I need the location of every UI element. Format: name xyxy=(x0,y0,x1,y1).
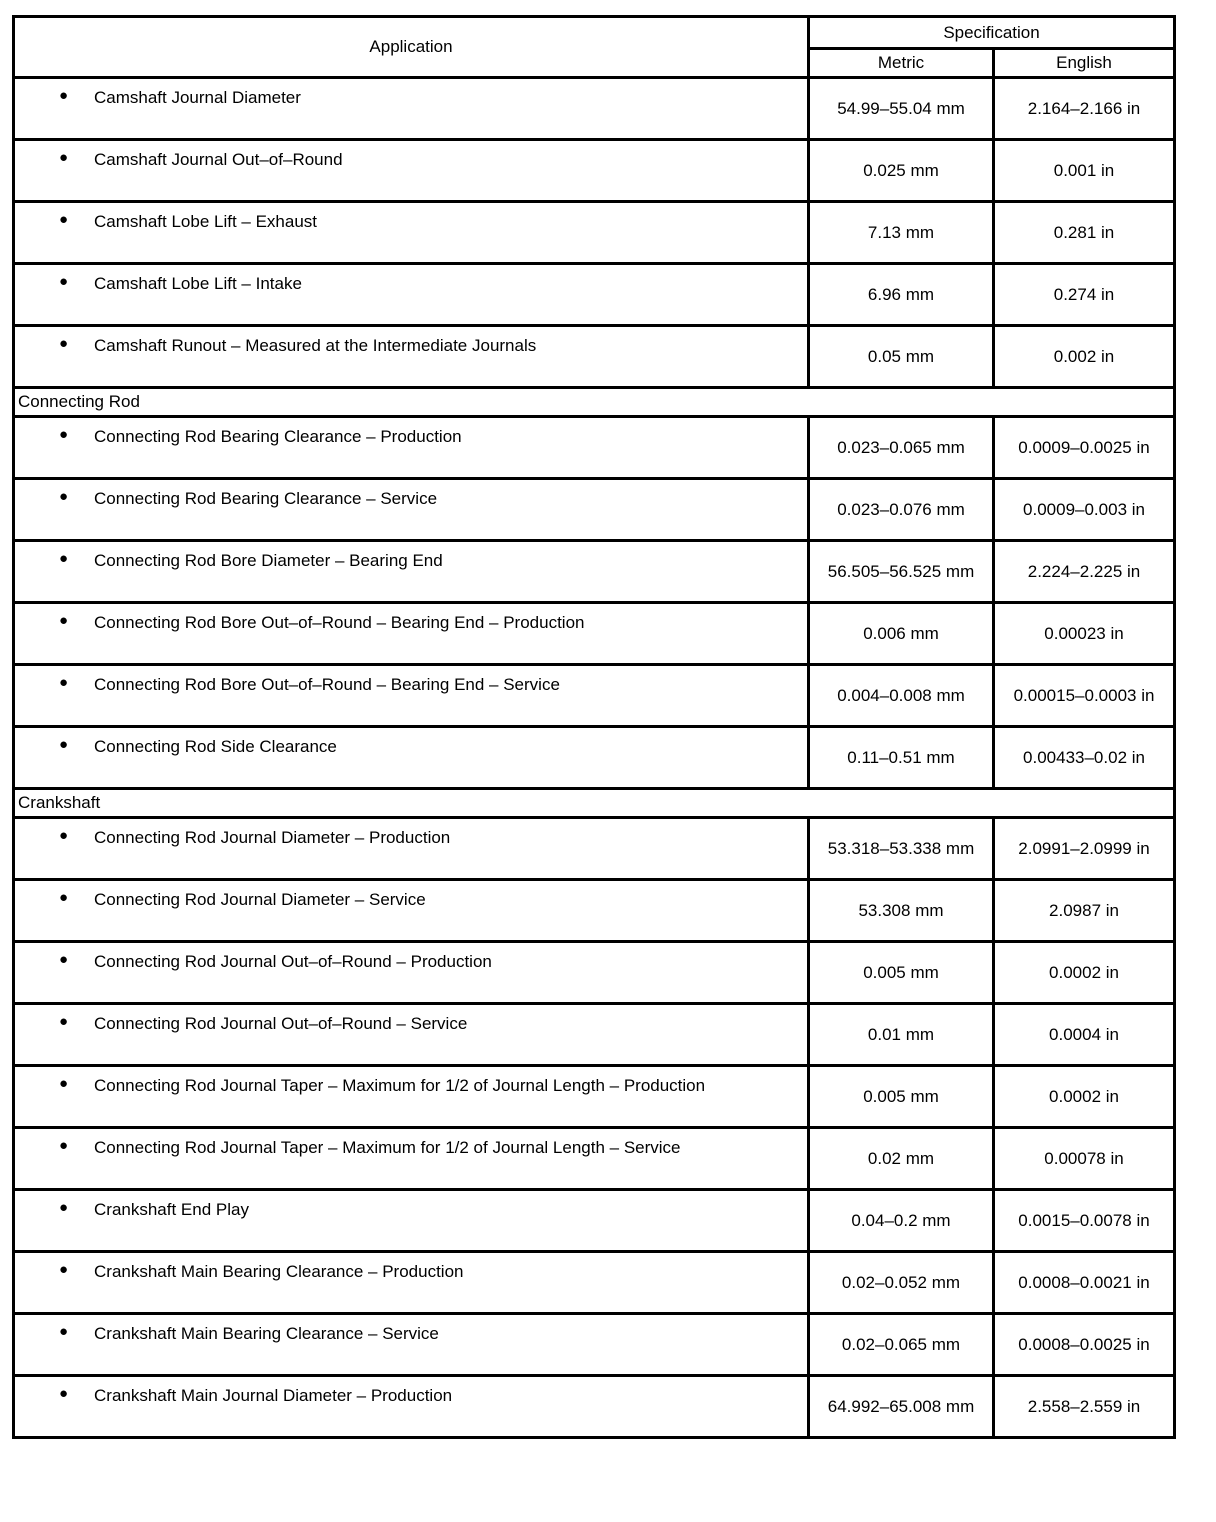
bullet-icon: ● xyxy=(59,426,69,443)
table-row xyxy=(14,727,1175,789)
bullet-icon: ● xyxy=(59,1137,69,1154)
metric-value: 54.99–55.04 mm xyxy=(809,78,994,140)
english-value: 0.00023 in xyxy=(994,603,1175,665)
application-label: Connecting Rod Bore Out–of–Round – Bearing End – Production xyxy=(94,613,585,632)
bullet-icon: ● xyxy=(59,550,69,567)
table-row xyxy=(14,417,1175,479)
table-row xyxy=(14,264,1175,326)
table-row xyxy=(14,1376,1175,1438)
metric-value: 0.04–0.2 mm xyxy=(809,1190,994,1252)
metric-value: 0.11–0.51 mm xyxy=(809,727,994,789)
application-label: Camshaft Journal Diameter xyxy=(94,88,301,107)
metric-value: 0.01 mm xyxy=(809,1004,994,1066)
english-value: 0.281 in xyxy=(994,202,1175,264)
application-label: Connecting Rod Bearing Clearance – Production xyxy=(94,427,462,446)
bullet-icon: ● xyxy=(59,889,69,906)
metric-value: 53.308 mm xyxy=(809,880,994,942)
table-row xyxy=(14,541,1175,603)
application-cell xyxy=(14,1190,809,1252)
application-cell xyxy=(14,1314,809,1376)
english-value: 2.0987 in xyxy=(994,880,1175,942)
metric-value: 0.006 mm xyxy=(809,603,994,665)
application-header: Application xyxy=(14,17,809,78)
table-row xyxy=(14,1252,1175,1314)
application-label: Connecting Rod Journal Taper – Maximum for 1/2 of Journal Length – Production xyxy=(94,1076,706,1095)
application-label: Connecting Rod Side Clearance xyxy=(94,737,337,756)
metric-value: 0.05 mm xyxy=(809,326,994,388)
english-value: 2.164–2.166 in xyxy=(994,78,1175,140)
application-label: Camshaft Runout – Measured at the Intermediate Journals xyxy=(94,336,537,355)
table-row xyxy=(14,1314,1175,1376)
section-title: Crankshaft xyxy=(14,789,1175,818)
application-cell xyxy=(14,78,809,140)
bullet-icon: ● xyxy=(59,1261,69,1278)
bullet-icon: ● xyxy=(59,1199,69,1216)
application-label: Connecting Rod Journal Diameter – Service xyxy=(94,890,426,909)
table-row xyxy=(14,942,1175,1004)
english-value: 0.002 in xyxy=(994,326,1175,388)
english-value: 0.0004 in xyxy=(994,1004,1175,1066)
application-label: Camshaft Lobe Lift – Exhaust xyxy=(94,212,318,231)
bullet-icon: ● xyxy=(59,1323,69,1340)
application-label: Connecting Rod Journal Out–of–Round – Production xyxy=(94,952,492,971)
application-label: Connecting Rod Bearing Clearance – Service xyxy=(94,489,438,508)
bullet-icon: ● xyxy=(59,827,69,844)
application-cell xyxy=(14,603,809,665)
application-cell xyxy=(14,880,809,942)
metric-value: 0.02–0.052 mm xyxy=(809,1252,994,1314)
application-cell xyxy=(14,264,809,326)
metric-value: 0.02–0.065 mm xyxy=(809,1314,994,1376)
application-cell xyxy=(14,1066,809,1128)
section-row xyxy=(14,388,1175,417)
metric-value: 0.023–0.076 mm xyxy=(809,479,994,541)
application-label: Crankshaft Main Bearing Clearance – Service xyxy=(94,1324,439,1343)
table-row xyxy=(14,140,1175,202)
english-value: 0.00433–0.02 in xyxy=(994,727,1175,789)
english-value: 2.558–2.559 in xyxy=(994,1376,1175,1438)
application-cell xyxy=(14,326,809,388)
english-value: 0.0009–0.0025 in xyxy=(994,417,1175,479)
application-cell xyxy=(14,1128,809,1190)
bullet-icon: ● xyxy=(59,87,69,104)
table-row xyxy=(14,479,1175,541)
bullet-icon: ● xyxy=(59,674,69,691)
table-row xyxy=(14,818,1175,880)
metric-value: 7.13 mm xyxy=(809,202,994,264)
metric-value: 64.992–65.008 mm xyxy=(809,1376,994,1438)
application-cell xyxy=(14,818,809,880)
table-row xyxy=(14,1128,1175,1190)
application-cell xyxy=(14,1004,809,1066)
metric-value: 53.318–53.338 mm xyxy=(809,818,994,880)
table-row xyxy=(14,1066,1175,1128)
bullet-icon: ● xyxy=(59,1075,69,1092)
application-cell xyxy=(14,417,809,479)
english-value: 2.0991–2.0999 in xyxy=(994,818,1175,880)
application-cell xyxy=(14,140,809,202)
table-row xyxy=(14,603,1175,665)
application-cell xyxy=(14,479,809,541)
metric-header: Metric xyxy=(809,49,994,78)
application-label: Camshaft Lobe Lift – Intake xyxy=(94,274,302,293)
bullet-icon: ● xyxy=(59,273,69,290)
specification-body xyxy=(14,78,1175,1438)
metric-value: 0.025 mm xyxy=(809,140,994,202)
table-row xyxy=(14,78,1175,140)
english-value: 0.0008–0.0021 in xyxy=(994,1252,1175,1314)
application-label: Crankshaft End Play xyxy=(94,1200,249,1219)
english-value: 2.224–2.225 in xyxy=(994,541,1175,603)
application-label: Connecting Rod Bore Diameter – Bearing End xyxy=(94,551,443,570)
metric-value: 0.023–0.065 mm xyxy=(809,417,994,479)
english-value: 0.0008–0.0025 in xyxy=(994,1314,1175,1376)
metric-value: 0.004–0.008 mm xyxy=(809,665,994,727)
application-label: Connecting Rod Journal Diameter – Production xyxy=(94,828,451,847)
application-label: Connecting Rod Bore Out–of–Round – Bearing End – Service xyxy=(94,675,560,694)
application-cell xyxy=(14,942,809,1004)
bullet-icon: ● xyxy=(59,211,69,228)
bullet-icon: ● xyxy=(59,149,69,166)
application-label: Camshaft Journal Out–of–Round xyxy=(94,150,343,169)
table-row xyxy=(14,880,1175,942)
english-value: 0.0002 in xyxy=(994,942,1175,1004)
application-label: Connecting Rod Journal Out–of–Round – Service xyxy=(94,1014,468,1033)
table-row xyxy=(14,1004,1175,1066)
metric-value: 0.005 mm xyxy=(809,1066,994,1128)
table-row xyxy=(14,1190,1175,1252)
bullet-icon: ● xyxy=(59,488,69,505)
english-value: 0.00015–0.0003 in xyxy=(994,665,1175,727)
english-value: 0.0009–0.003 in xyxy=(994,479,1175,541)
metric-value: 6.96 mm xyxy=(809,264,994,326)
application-label: Connecting Rod Journal Taper – Maximum for 1/2 of Journal Length – Service xyxy=(94,1138,681,1157)
bullet-icon: ● xyxy=(59,1385,69,1402)
english-header: English xyxy=(994,49,1175,78)
application-label: Crankshaft Main Bearing Clearance – Production xyxy=(94,1262,464,1281)
table-row xyxy=(14,665,1175,727)
application-label: Crankshaft Main Journal Diameter – Production xyxy=(94,1386,453,1405)
metric-value: 0.005 mm xyxy=(809,942,994,1004)
specification-header: Specification xyxy=(809,17,1175,49)
english-value: 0.0015–0.0078 in xyxy=(994,1190,1175,1252)
application-cell xyxy=(14,202,809,264)
bullet-icon: ● xyxy=(59,612,69,629)
metric-value: 56.505–56.525 mm xyxy=(809,541,994,603)
english-value: 0.0002 in xyxy=(994,1066,1175,1128)
table-row xyxy=(14,202,1175,264)
specification-table xyxy=(12,15,1176,1439)
section-title: Connecting Rod xyxy=(14,388,1175,417)
application-cell xyxy=(14,541,809,603)
english-value: 0.274 in xyxy=(994,264,1175,326)
application-cell xyxy=(14,727,809,789)
section-row xyxy=(14,789,1175,818)
bullet-icon: ● xyxy=(59,1013,69,1030)
english-value: 0.00078 in xyxy=(994,1128,1175,1190)
bullet-icon: ● xyxy=(59,951,69,968)
bullet-icon: ● xyxy=(59,335,69,352)
bullet-icon: ● xyxy=(59,736,69,753)
table-row xyxy=(14,326,1175,388)
application-cell xyxy=(14,665,809,727)
english-value: 0.001 in xyxy=(994,140,1175,202)
metric-value: 0.02 mm xyxy=(809,1128,994,1190)
application-cell xyxy=(14,1252,809,1314)
application-cell xyxy=(14,1376,809,1438)
